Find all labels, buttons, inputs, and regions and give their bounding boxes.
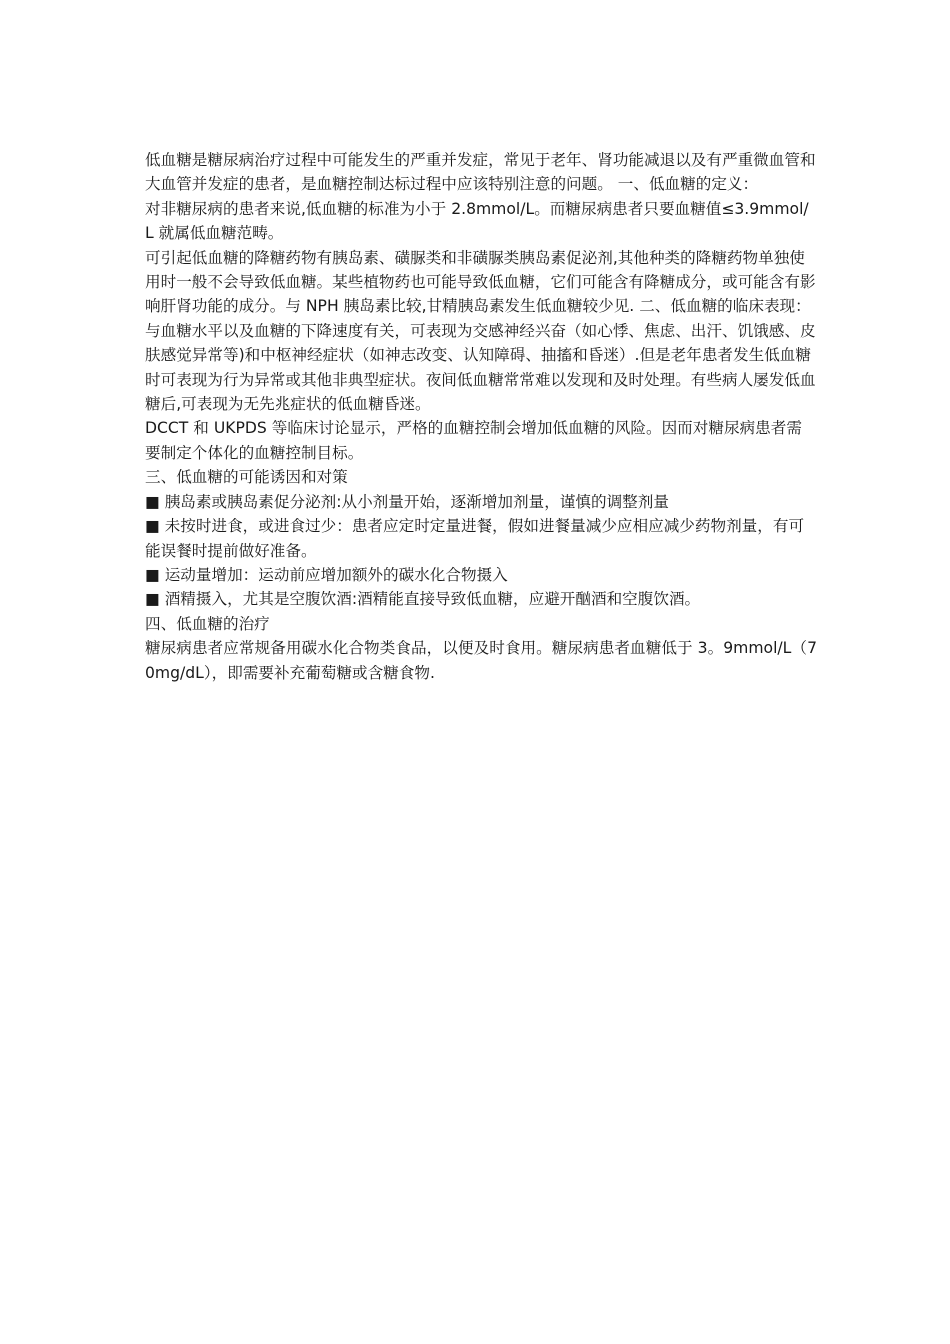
trials-paragraph: DCCT 和 UKPDS 等临床讨论显示，严格的血糖控制会增加低血糖的风险。因而对糖尿病患者需要制定个体化的血糖控制目标。: [145, 419, 802, 462]
bullet-item-alcohol: ■ 酒精摄入，尤其是空腹饮酒:酒精能直接导致低血糖，应避开酗酒和空腹饮酒。: [145, 590, 701, 609]
document-page: [145, 148, 817, 685]
section-heading-causes: 三、低血糖的可能诱因和对策: [145, 468, 348, 487]
intro-paragraph: 低血糖是糖尿病治疗过程中可能发生的严重并发症，常见于老年、肾功能减退以及有严重微血管和大血管并发症的患者，是血糖控制达标过程中应该特别注意的问题。 一、低血糖的定义：: [145, 151, 816, 194]
bullet-item-meals: ■ 未按时进食，或进食过少：患者应定时定量进餐，假如进餐量减少应相应减少药物剂量，有可能误餐时提前做好准备。: [145, 517, 805, 560]
bullet-item-insulin: ■ 胰岛素或胰岛素促分泌剂:从小剂量开始，逐渐增加剂量，谨慎的调整剂量: [145, 492, 669, 511]
definition-paragraph: 对非糖尿病的患者来说,低血糖的标准为小于 2.8mmol/L。而糖尿病患者只要血糖值≤3.9mmol/L 就属低血糖范畴。: [145, 199, 809, 243]
symptoms-paragraph: 与血糖水平以及血糖的下降速度有关，可表现为交感神经兴奋（如心悸、焦虑、出汗、饥饿感、皮肤感觉异常等)和中枢神经症状（如神志改变、认知障碍、抽搐和昏迷）.但是老年患者发生低血糖时可表现为行为异常或其他非典型症状。夜间低血糖常常难以发现和及时处理。有些病人屡发低血糖后,可表现为无先兆症状的低血糖昏迷。: [145, 321, 816, 414]
section-heading-treatment: 四、低血糖的治疗: [145, 614, 270, 633]
bullet-item-exercise: ■ 运动量增加：运动前应增加额外的碳水化合物摄入: [145, 565, 508, 584]
treatment-paragraph: 糖尿病患者应常规备用碳水化合物类食品，以便及时食用。糖尿病患者血糖低于 3。9mmol/L（70mg/dL），即需要补充葡萄糖或含糖食物.: [145, 639, 817, 682]
drugs-paragraph: 可引起低血糖的降糖药物有胰岛素、磺脲类和非磺脲类胰岛素促泌剂,其他种类的降糖药物单独使用时一般不会导致低血糖。某些植物药也可能导致低血糖，它们可能含有降糖成分，或可能含有影响肝肾功能的成分。与 NPH 胰岛素比较,甘精胰岛素发生低血糖较少见. 二、低血糖的临床表现：: [145, 248, 816, 316]
